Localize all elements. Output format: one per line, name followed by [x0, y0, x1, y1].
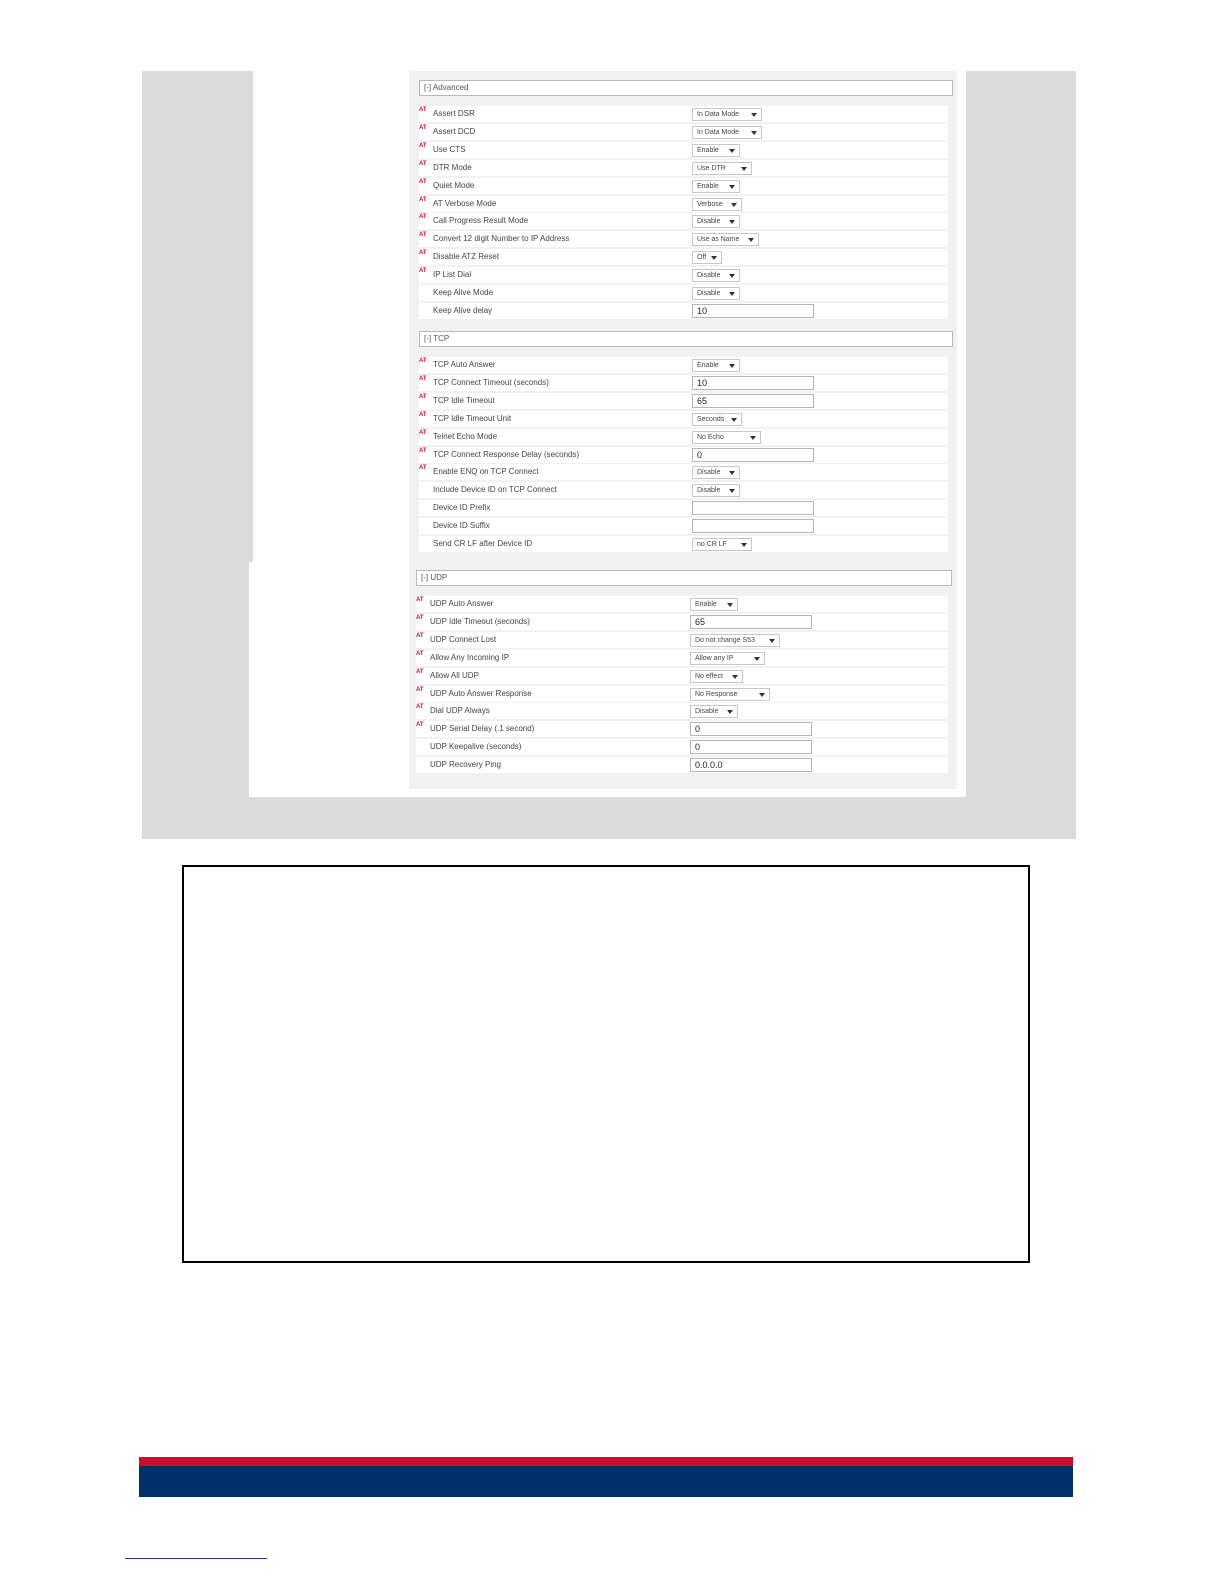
- setting-label: Assert DCD: [433, 127, 476, 136]
- at-command-badge: AT: [416, 669, 424, 675]
- setting-label: Allow All UDP: [430, 671, 479, 680]
- setting-label: Send CR LF after Device ID: [433, 539, 533, 548]
- setting-label: Include Device ID on TCP Connect: [433, 485, 557, 494]
- at-command-badge: AT: [416, 633, 424, 639]
- at-command-badge: AT: [416, 615, 424, 621]
- use-cts-select[interactable]: [692, 144, 740, 157]
- select-value: In Data Mode: [697, 111, 740, 118]
- select-value: In Data Mode: [697, 129, 740, 136]
- chevron-down-icon: [729, 489, 735, 493]
- setting-label: Keep Alive delay: [433, 306, 493, 315]
- setting-row-at-verbose-mode: [419, 196, 948, 212]
- setting-label: UDP Idle Timeout (seconds): [430, 617, 530, 626]
- at-command-badge: AT: [419, 412, 427, 418]
- select-value: Disable: [697, 272, 721, 279]
- at-command-badge: AT: [419, 143, 427, 149]
- setting-row-udp-connect-lost: [416, 632, 948, 648]
- tcp-connect-response-delay-seconds-input[interactable]: 0: [692, 448, 814, 462]
- setting-row-enable-enq-on-tcp-connect: [419, 464, 948, 480]
- setting-label: TCP Connect Response Delay (seconds): [433, 450, 580, 459]
- tcp-auto-answer-select[interactable]: [692, 359, 740, 372]
- chevron-down-icon: [748, 238, 754, 242]
- at-command-badge: AT: [419, 430, 427, 436]
- select-value: Enable: [697, 183, 719, 190]
- chevron-down-icon: [750, 436, 756, 440]
- setting-label: UDP Recovery Ping: [430, 760, 501, 769]
- at-command-badge: AT: [416, 704, 424, 710]
- at-command-badge: AT: [419, 268, 427, 274]
- at-command-badge: AT: [419, 465, 427, 471]
- tcp-idle-timeout-unit-select[interactable]: [692, 413, 742, 426]
- select-value: Enable: [697, 147, 719, 154]
- setting-row-udp-auto-answer: [416, 596, 948, 612]
- disable-atz-reset-select[interactable]: [692, 251, 722, 264]
- setting-row-ip-list-dial: [419, 267, 948, 283]
- setting-label: UDP Auto Answer: [430, 599, 494, 608]
- select-value: Allow any IP: [695, 655, 734, 662]
- tcp-section-header[interactable]: [-] TCP: [419, 331, 953, 347]
- chevron-down-icon: [727, 603, 733, 607]
- chevron-down-icon: [729, 185, 735, 189]
- setting-label: DTR Mode: [433, 163, 472, 172]
- udp-keepalive-seconds-input[interactable]: 0: [690, 740, 812, 754]
- setting-label: Quiet Mode: [433, 181, 475, 190]
- send-cr-lf-after-device-id-select[interactable]: [692, 538, 752, 551]
- select-value: Use DTR: [697, 165, 726, 172]
- at-command-badge: AT: [416, 597, 424, 603]
- include-device-id-on-tcp-connect-select[interactable]: [692, 484, 740, 497]
- setting-label: UDP Keepalive (seconds): [430, 742, 522, 751]
- udp-auto-answer-response-select[interactable]: [690, 688, 770, 701]
- setting-row-device-id-suffix: [419, 518, 948, 534]
- select-value: Disable: [697, 290, 721, 297]
- setting-label: IP List Dial: [433, 270, 472, 279]
- tcp-connect-timeout-seconds-input[interactable]: 10: [692, 376, 814, 390]
- setting-row-udp-serial-delay-1-second: [416, 721, 948, 737]
- chevron-down-icon: [741, 543, 747, 547]
- chevron-down-icon: [729, 220, 735, 224]
- dial-udp-always-select[interactable]: [690, 705, 738, 718]
- allow-any-incoming-ip-select[interactable]: [690, 652, 765, 665]
- setting-label: Dial UDP Always: [430, 706, 490, 715]
- setting-row-dtr-mode: [419, 160, 948, 176]
- footer-navy-band: [139, 1466, 1073, 1497]
- select-value: Verbose: [697, 201, 723, 208]
- select-value: Disable: [695, 708, 719, 715]
- setting-row-udp-idle-timeout-seconds: [416, 614, 948, 630]
- setting-label: Enable ENQ on TCP Connect: [433, 467, 539, 476]
- at-command-badge: AT: [419, 394, 427, 400]
- chevron-down-icon: [711, 256, 717, 260]
- udp-auto-answer-select[interactable]: [690, 598, 738, 611]
- allow-all-udp-select[interactable]: [690, 670, 743, 683]
- setting-row-keep-alive-mode: [419, 285, 948, 301]
- select-value: Disable: [697, 469, 721, 476]
- setting-label: TCP Auto Answer: [433, 360, 496, 369]
- udp-serial-delay-1-second-input[interactable]: 0: [690, 722, 812, 736]
- assert-dsr-select[interactable]: [692, 108, 762, 121]
- ip-list-dial-select[interactable]: [692, 269, 740, 282]
- select-value: Do not change S53: [695, 637, 755, 644]
- setting-row-dial-udp-always: [416, 703, 948, 719]
- select-value: Enable: [697, 362, 719, 369]
- keep-alive-mode-select[interactable]: [692, 287, 740, 300]
- setting-label: Disable ATZ Reset: [433, 252, 500, 261]
- tcp-idle-timeout-input[interactable]: 65: [692, 394, 814, 408]
- chevron-down-icon: [741, 167, 747, 171]
- call-progress-result-mode-select[interactable]: [692, 215, 740, 228]
- setting-row-allow-any-incoming-ip: [416, 650, 948, 666]
- setting-label: UDP Connect Lost: [430, 635, 497, 644]
- select-value: No Echo: [697, 434, 724, 441]
- chevron-down-icon: [732, 675, 738, 679]
- at-command-badge: AT: [419, 250, 427, 256]
- setting-row-allow-all-udp: [416, 668, 948, 684]
- select-value: Seconds: [697, 416, 725, 423]
- select-value: Disable: [697, 487, 721, 494]
- device-id-suffix-input[interactable]: [692, 519, 814, 533]
- setting-row-udp-auto-answer-response: [416, 686, 948, 702]
- setting-label: TCP Connect Timeout (seconds): [433, 378, 549, 387]
- select-value: Enable: [695, 601, 717, 608]
- at-command-badge: AT: [419, 232, 427, 238]
- setting-label: Device ID Prefix: [433, 503, 491, 512]
- setting-row-send-cr-lf-after-device-id: [419, 536, 948, 552]
- setting-row-tcp-idle-timeout-unit: [419, 411, 948, 427]
- chevron-down-icon: [729, 149, 735, 153]
- at-command-badge: AT: [419, 107, 427, 113]
- setting-label: Use CTS: [433, 145, 466, 154]
- setting-label: UDP Serial Delay (.1 second): [430, 724, 535, 733]
- setting-row-tcp-idle-timeout: [419, 393, 948, 409]
- chevron-down-icon: [729, 274, 735, 278]
- setting-label: Convert 12 digit Number to IP Address: [433, 234, 570, 243]
- chevron-down-icon: [729, 471, 735, 475]
- setting-label: Keep Alive Mode: [433, 288, 494, 297]
- chevron-down-icon: [727, 710, 733, 714]
- advanced-section-header[interactable]: [-] Advanced: [419, 80, 953, 96]
- keep-alive-delay-input[interactable]: 10: [692, 304, 814, 318]
- chevron-down-icon: [729, 364, 735, 368]
- empty-bordered-box: [182, 865, 1030, 1263]
- udp-connect-lost-select[interactable]: [690, 634, 780, 647]
- setting-row-quiet-mode: [419, 178, 948, 194]
- dtr-mode-select[interactable]: [692, 162, 752, 175]
- enable-enq-on-tcp-connect-select[interactable]: [692, 466, 740, 479]
- assert-dcd-select[interactable]: [692, 126, 762, 139]
- setting-label: AT Verbose Mode: [433, 199, 497, 208]
- telnet-echo-mode-select[interactable]: [692, 431, 761, 444]
- at-command-badge: AT: [419, 376, 427, 382]
- at-verbose-mode-select[interactable]: [692, 198, 742, 211]
- setting-label: UDP Auto Answer Response: [430, 689, 532, 698]
- chevron-down-icon: [731, 418, 737, 422]
- chevron-down-icon: [759, 693, 765, 697]
- chevron-down-icon: [769, 639, 775, 643]
- setting-row-tcp-auto-answer: [419, 357, 948, 373]
- at-command-badge: AT: [419, 448, 427, 454]
- setting-row-use-cts: [419, 142, 948, 158]
- at-command-badge: AT: [416, 722, 424, 728]
- udp-section-header[interactable]: [-] UDP: [416, 570, 952, 586]
- setting-row-convert-12-digit-number-to-ip-address: [419, 231, 948, 247]
- chevron-down-icon: [731, 203, 737, 207]
- chevron-down-icon: [729, 292, 735, 296]
- select-value: Use as Name: [697, 236, 740, 243]
- quiet-mode-select[interactable]: [692, 180, 740, 193]
- setting-row-tcp-connect-response-delay-seconds: [419, 447, 948, 463]
- select-value: No Response: [695, 691, 738, 698]
- setting-row-tcp-connect-timeout-seconds: [419, 375, 948, 391]
- chevron-down-icon: [751, 113, 757, 117]
- at-command-badge: AT: [419, 161, 427, 167]
- setting-row-call-progress-result-mode: [419, 213, 948, 229]
- at-command-badge: AT: [416, 687, 424, 693]
- footer-red-band: [139, 1457, 1073, 1466]
- convert-12-digit-number-to-ip-address-select[interactable]: [692, 233, 759, 246]
- setting-label: TCP Idle Timeout: [433, 396, 495, 405]
- select-value: no CR LF: [697, 541, 727, 548]
- select-value: No effect: [695, 673, 723, 680]
- at-command-badge: AT: [419, 197, 427, 203]
- setting-row-keep-alive-delay: [419, 303, 948, 319]
- select-value: Disable: [697, 218, 721, 225]
- at-command-badge: AT: [419, 214, 427, 220]
- chevron-down-icon: [751, 131, 757, 135]
- at-command-badge: AT: [419, 358, 427, 364]
- at-command-badge: AT: [419, 179, 427, 185]
- setting-row-telnet-echo-mode: [419, 429, 948, 445]
- setting-row-disable-atz-reset: [419, 249, 948, 265]
- setting-row-include-device-id-on-tcp-connect: [419, 482, 948, 498]
- setting-label: TCP Idle Timeout Unit: [433, 414, 512, 423]
- at-command-badge: AT: [419, 125, 427, 131]
- udp-idle-timeout-seconds-input[interactable]: 65: [690, 615, 812, 629]
- at-command-badge: AT: [416, 651, 424, 657]
- select-value: Off: [697, 254, 707, 261]
- udp-recovery-ping-input[interactable]: 0.0.0.0: [690, 758, 812, 772]
- chevron-down-icon: [754, 657, 760, 661]
- setting-label: Allow Any Incoming IP: [430, 653, 510, 662]
- footer-underline: [125, 1558, 267, 1559]
- setting-row-udp-keepalive-seconds: [416, 739, 948, 755]
- device-id-prefix-input[interactable]: [692, 501, 814, 515]
- setting-row-udp-recovery-ping: [416, 757, 948, 773]
- setting-label: Telnet Echo Mode: [433, 432, 498, 441]
- setting-label: Device ID Suffix: [433, 521, 490, 530]
- setting-label: Call Progress Result Mode: [433, 216, 529, 225]
- setting-label: Assert DSR: [433, 109, 475, 118]
- setting-row-device-id-prefix: [419, 500, 948, 516]
- setting-row-assert-dcd: [419, 124, 948, 140]
- setting-row-assert-dsr: [419, 106, 948, 122]
